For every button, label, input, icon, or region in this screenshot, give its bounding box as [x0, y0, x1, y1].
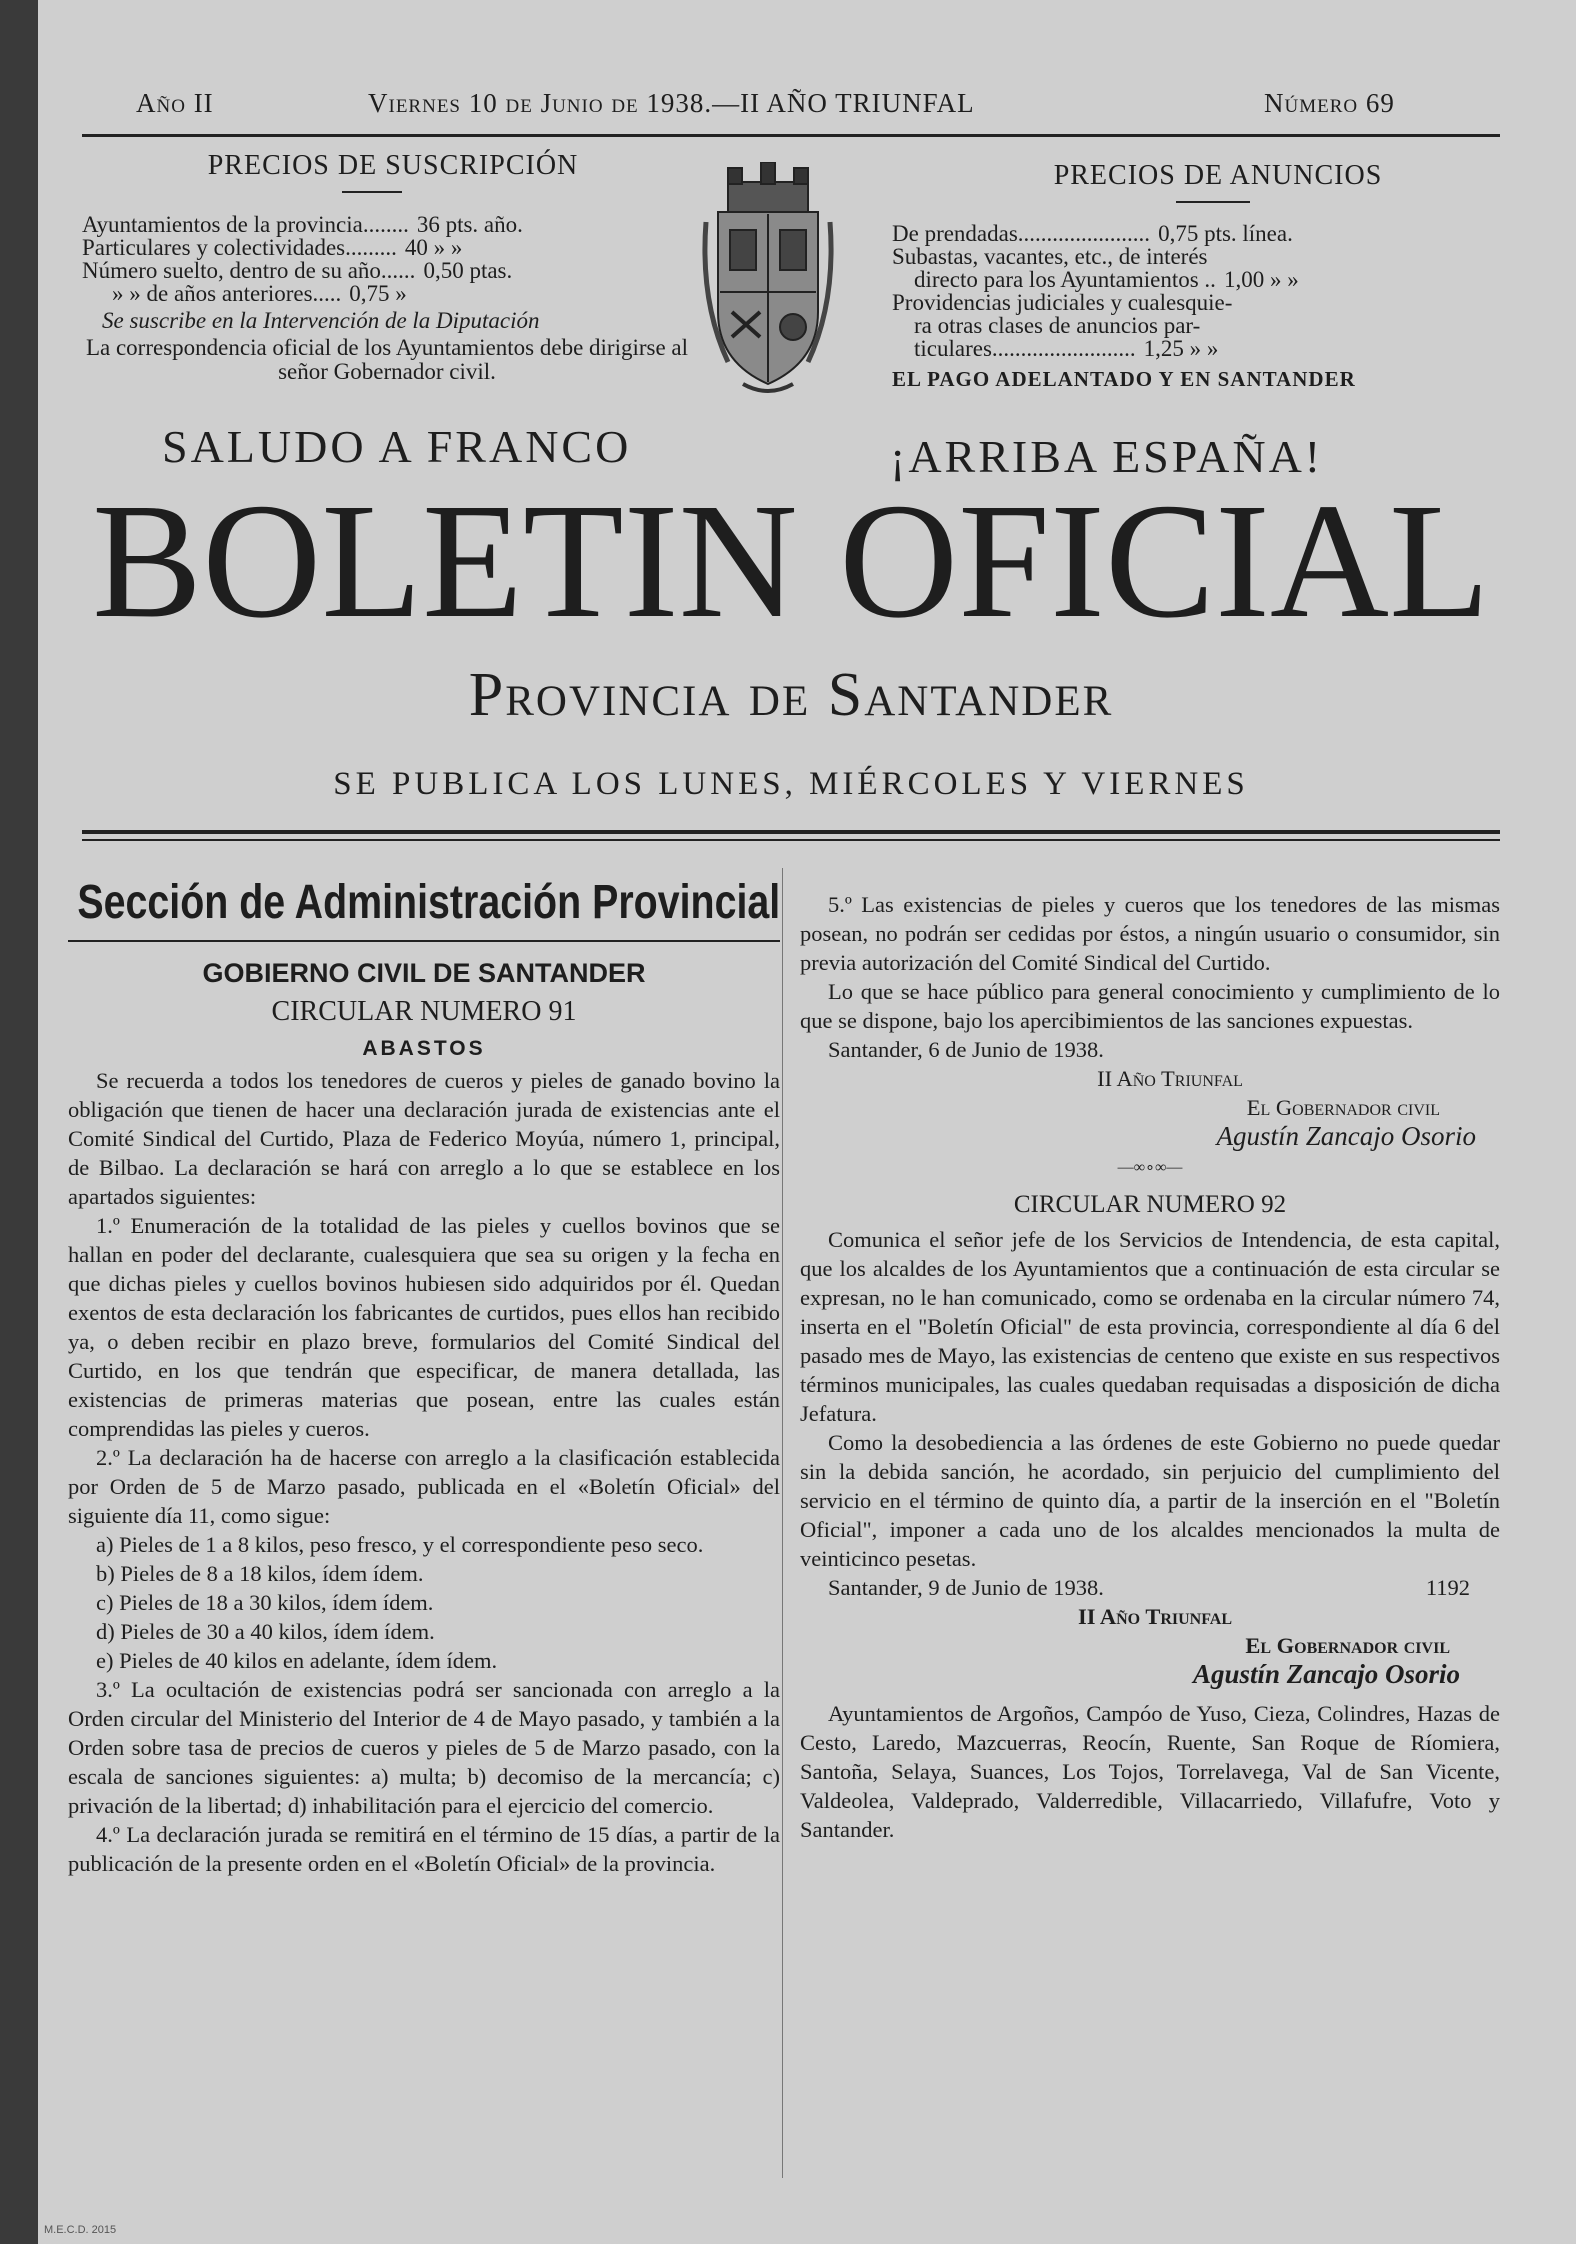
publication-schedule: SE PUBLICA LOS LUNES, MIÉRCOLES Y VIERNES: [333, 766, 1249, 802]
gobernador-title: El Gobernador civil: [1246, 1095, 1440, 1120]
body-paragraph: Comunica el señor jefe de los Servicios de Intendencia, de esta capital, que los alcaldes de los Ayuntamientos que a continuación de esta circular se expresan, no le han comunicado, como se ordenaba en la circular número 74, inserta en el "Boletín Oficial" de esta provincia, correspondiente al día 6 del pasado mes de Mayo, las existencias de centeno que existe en sus respectivos términos municipales, las cuales quedaban requisadas a disposición de dicha Jefatura.: [800, 1227, 1500, 1426]
place-date: Santander, 6 de Junio de 1938.: [828, 1037, 1104, 1062]
coat-of-arms-icon: [698, 162, 838, 402]
ads-row-label: Providencias judiciales y cualesquie-: [892, 290, 1233, 315]
subscription-row: [82, 236, 692, 259]
subscription-row: [82, 282, 692, 305]
subscription-row-label: » » de años anteriores.....: [112, 281, 342, 306]
subscription-row-label: Número suelto, dentro de su año......: [82, 258, 416, 283]
issue-number: Número 69: [1264, 88, 1395, 118]
ads-row: [892, 245, 1504, 268]
masthead-rule-1: [82, 830, 1500, 834]
body-paragraph: Como la desobediencia a las órdenes de este Gobierno no puede quedar sin la debida sanción, he acordado, sin perjuicio del cumplimiento del servicio en el término de quinto día, a partir de la inserción en el "Boletín Oficial", imponer a cada uno de los alcaldes mencionados la multa de veinticinco pesetas.: [800, 1430, 1500, 1571]
list-item: b) Pieles de 8 a 18 kilos, ídem ídem.: [96, 1561, 424, 1586]
reference-number: 1192: [1425, 1575, 1470, 1600]
ads-row-label: directo para los Ayuntamientos ..: [914, 267, 1216, 292]
ads-row-label: ticulares.........................: [914, 336, 1136, 361]
list-item: c) Pieles de 18 a 30 kilos, ídem ídem.: [96, 1590, 434, 1615]
ads-row: [892, 314, 1504, 337]
body-paragraph: 4.º La declaración jurada se remitirá en el término de 15 días, a partir de la publicación de la presente orden en el «Boletín Oficial» de la provincia.: [68, 1822, 780, 1876]
issue-date: Viernes 10 de Junio de 1938.—II AÑO TRIUNFAL: [368, 88, 975, 118]
ads-row-label: ra otras clases de anuncios par-: [914, 313, 1201, 338]
ads-row: [892, 337, 1504, 360]
subscription-row: [82, 259, 692, 282]
circular-91-heading: CIRCULAR NUMERO 91: [271, 996, 577, 1027]
body-paragraph: 1.º Enumeración de la totalidad de las pieles y cuellos bovinos que se hallan en poder del declarante, cualesquiera que sea su origen y la fecha en que dichas pieles y cuellos bovinos hubiesen sido adquiridos por él. Quedan exentos de esta declaración los fabricantes de curtidos, pues ellos han recibido ya, o deben recibir en plazo breve, formularios del Comité Sindical del Curtido, en los que tendrán que especificar, de manera detallada, las existencias de primeras materias que posean, entre las cuales están comprendidas las pieles y cueros.: [68, 1213, 780, 1441]
year-label: Año II: [136, 88, 214, 118]
masthead-rule-2: [82, 839, 1500, 841]
subscription-prices: [82, 213, 692, 384]
subscription-note: Se suscribe en la Intervención de la Diputación: [102, 308, 540, 333]
subscription-row-label: Ayuntamientos de la provincia........: [82, 212, 409, 237]
top-rule: [82, 134, 1500, 137]
subscription-row-value: 40 » »: [404, 235, 463, 260]
subject-heading: ABASTOS: [362, 1037, 486, 1060]
gobernador-title: El Gobernador civil: [1245, 1633, 1450, 1658]
footer-watermark: M.E.C.D. 2015: [44, 2224, 117, 2236]
ads-row-label: De prendadas.......................: [892, 221, 1151, 246]
list-item: d) Pieles de 30 a 40 kilos, ídem ídem.: [96, 1619, 435, 1644]
ads-title-underline: [1176, 201, 1250, 203]
triunfal-line: II Año Triunfal: [1097, 1066, 1243, 1091]
place-date-row: [800, 1573, 1500, 1602]
ads-row-value: 0,75 pts. línea.: [1158, 221, 1293, 246]
circular-92-heading: CIRCULAR NUMERO 92: [1013, 1191, 1287, 1218]
gobierno-heading: GOBIERNO CIVIL DE SANTANDER: [202, 958, 646, 988]
newspaper-page: [38, 0, 1576, 2244]
payment-note: EL PAGO ADELANTADO Y EN SANTANDER: [892, 367, 1356, 391]
ads-row-value: 1,25 » »: [1143, 336, 1219, 361]
slogan-right: ¡ARRIBA ESPAÑA!: [890, 431, 1324, 482]
body-paragraph: Lo que se hace público para general conocimiento y cumplimiento de lo que se dispone, bajo los apercibimientos de las sanciones expuestas.: [800, 979, 1500, 1033]
right-column: [800, 890, 1500, 1844]
subscription-row-label: Particulares y colectividades.........: [82, 235, 397, 260]
section-rule: [68, 940, 780, 942]
ads-title: PRECIOS DE ANUNCIOS: [1053, 160, 1383, 191]
ads-row-label: Subastas, vacantes, etc., de interés: [892, 244, 1208, 269]
ayuntamientos-list: Ayuntamientos de Argoños, Campóo de Yuso, Cieza, Colindres, Hazas de Cesto, Laredo, Mazcuerras, Reocín, Ruente, San Roque de Ríomiera, Santoña, Selaya, Suances, Los Tojos, Torrelavega, Val de San Vicente, Valdeolea, Valdeprado, Valderredible, Villacarriedo, Villafufre, Voto y Santander.: [800, 1701, 1500, 1842]
subscription-row-value: 36 pts. año.: [416, 212, 523, 237]
section-heading: Sección de Administración Provincial: [77, 876, 781, 929]
divider-ornament: —∞∘∞—: [1117, 1159, 1183, 1176]
body-paragraph: 3.º La ocultación de existencias podrá ser sancionada con arreglo a la Orden circular del Ministerio del Interior de 4 de Mayo pasado, y también a la Orden sobre tasa de precios de cueros y pieles de 5 de Marzo pasado, con la escala de sanciones siguientes: a) multa; b) decomiso de la mercancía; c) privación de la libertad; d) inhabilitación para el ejercicio del comercio.: [68, 1677, 780, 1818]
ads-row: [892, 268, 1504, 291]
ads-row: [892, 291, 1504, 314]
subscription-row-value: 0,75 »: [349, 281, 407, 306]
signature: Agustín Zancajo Osorio: [1216, 1121, 1476, 1151]
left-column: [68, 870, 780, 1878]
subscription-row: [82, 213, 692, 236]
subscription-row-value: 0,50 ptas.: [423, 258, 513, 283]
subscription-title: PRECIOS DE SUSCRIPCIÓN: [207, 150, 579, 181]
list-item: a) Pieles de 1 a 8 kilos, peso fresco, y el correspondiente peso seco.: [96, 1532, 704, 1557]
body-paragraph: 5.º Las existencias de pieles y cueros que los tenedores de las mismas posean, no podrán ser cedidas por éstos, a ningún usuario o consumidor, sin previa autorización del Comité Sindical del Curtido.: [800, 892, 1500, 975]
column-divider: [782, 868, 783, 2178]
masthead-title: BOLETIN OFICIAL: [92, 469, 1490, 652]
triunfal-line: II Año Triunfal: [1077, 1604, 1233, 1629]
ads-row-value: 1,00 » »: [1223, 267, 1299, 292]
ads-row: [892, 222, 1504, 245]
masthead-subtitle: Provincia de Santander: [468, 661, 1114, 729]
slogan-left: SALUDO A FRANCO: [162, 421, 632, 472]
ads-prices: [892, 222, 1504, 391]
correspondence-note: La correspondencia oficial de los Ayuntamientos debe dirigirse al señor Gobernador civil.: [85, 335, 689, 384]
body-paragraph: 2.º La declaración ha de hacerse con arreglo a la clasificación establecida por Orden de 5 de Marzo pasado, publicada en el «Boletín Oficial» del siguiente día 11, como sigue:: [68, 1445, 780, 1528]
signature: Agustín Zancajo Osorio: [1192, 1659, 1460, 1689]
list-item: e) Pieles de 40 kilos en adelante, ídem ídem.: [96, 1648, 498, 1673]
subscription-title-underline: [342, 191, 402, 193]
body-paragraph: Se recuerda a todos los tenedores de cueros y pieles de ganado bovino la obligación que tienen de hacer una declaración jurada de existencias ante el Comité Sindical del Curtido, Plaza de Federico Moyúa, número 1, principal, de Bilbao. La declaración se hará con arreglo a lo que se establece en los apartados siguientes:: [68, 1068, 780, 1209]
place-date: Santander, 9 de Junio de 1938.: [828, 1575, 1104, 1600]
